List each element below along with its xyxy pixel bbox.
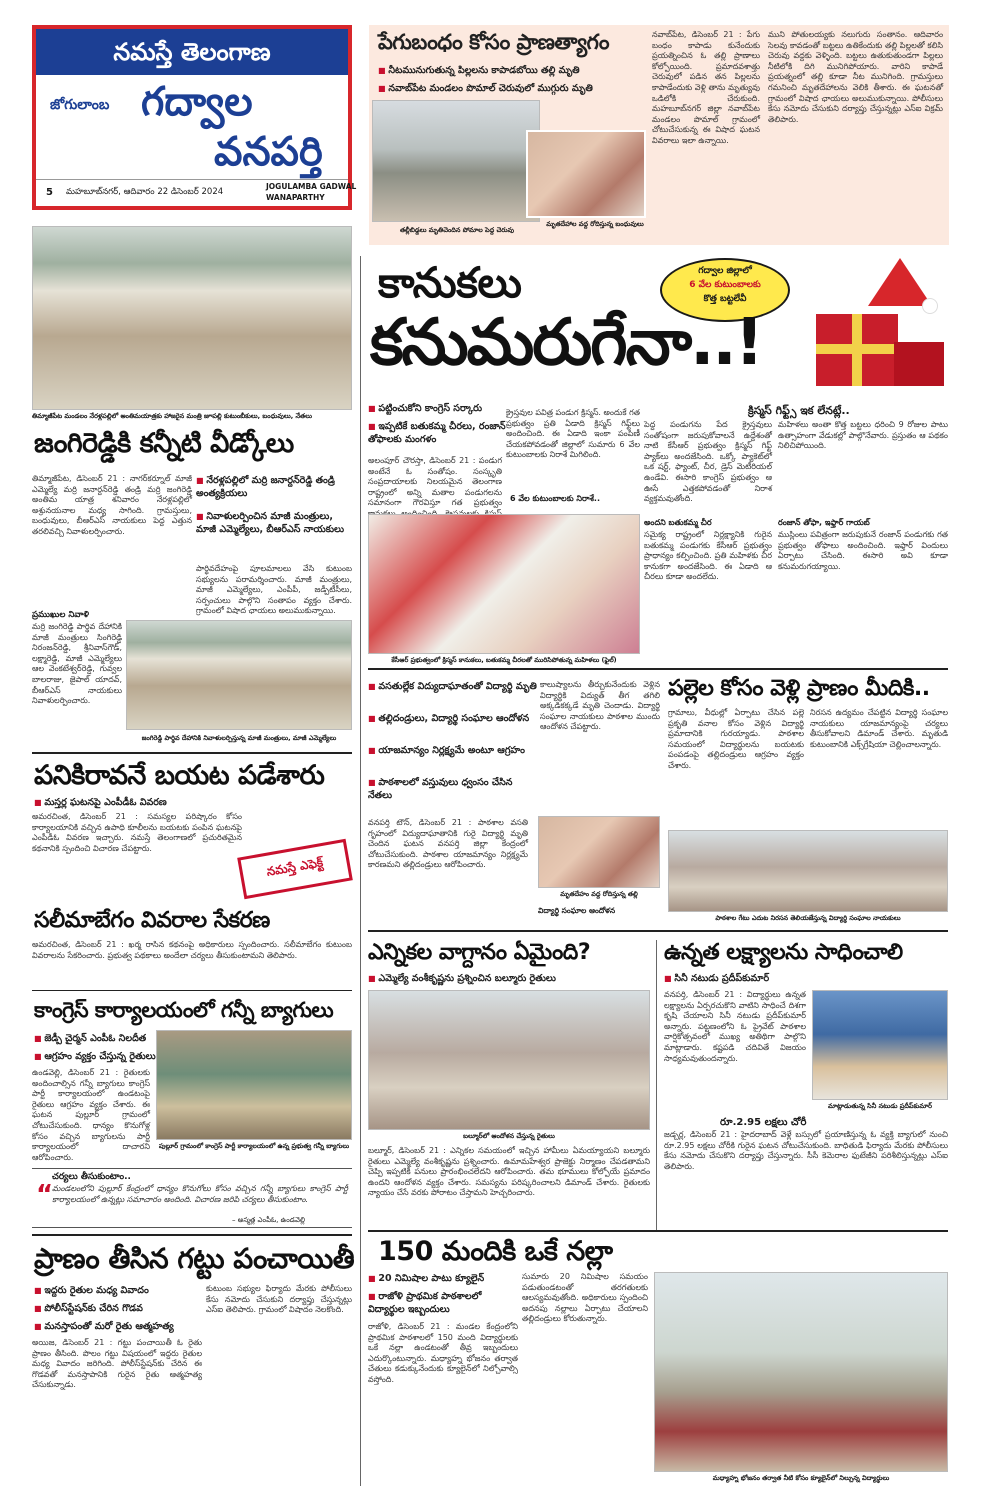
gifts-caption: కేసీఆర్ ప్రభుత్వంలో క్రిస్మస్ కానుకలు, బతుకమ్మ చీరలతో మురిసిపోతున్న మహిళలు (ఫైల్) [391, 656, 617, 664]
gifts-badge-line-3: కొత్త బట్టలేవీ [703, 294, 747, 304]
tap-body-1: రాజోళి, డిసెంబర్ 21 : మండల కేంద్రంలోని ప్రాథమిక పాఠశాలలో 150 మంది విద్యార్థులకు ఒకే నల్లా ఉండటంతో తీవ్ర ఇబ్బందులు ఎదుర్కొంటున్నారు. మధ్యాహ్న భోజనం తర్వాత చేతులు కడుక్కునేందుకు క్యూలైన్‌లో నిల్చోవాల్సి వస్తోంది. [368, 1322, 518, 1384]
bags-bullet-1: ■ జెడ్పీ చైర్మన్ ఎంపీఓ నిలదీత [34, 1032, 146, 1045]
bags-pull-body: మండలంలోని పుల్లూర్ కేంద్రంలో ధాన్యం కొనుగోలు కోసం వచ్చిన గన్నీ బ్యాగులు కాంగ్రెస్ పార్టీ కార్యాలయంలో ఉన్నట్లు సమాచారం అందింది. విచారణ జరిపి చర్యలు తీసుకుంటాం. [52, 1184, 348, 1204]
funeral-bullet-2: ■ నివాళులర్పించిన మాజీ మంత్రులు, మాజీ ఎమ్మెల్యేలు, బీఆర్ఎస్ నాయకులు [196, 510, 346, 536]
saleem-headline: సలీమాబేగం వివరాల సేకరణ [34, 908, 270, 933]
worker-headline: పనికిరావనే బయట పడేశారు [34, 760, 325, 791]
masthead-edition-main-2: వనపర్తి [214, 129, 323, 175]
panchayat-bullet-2: ■ పోలీస్‌స్టేషన్‌కు చేరిన గొడవ [34, 1302, 143, 1315]
gifts-body-4: సమైక్య రాష్ట్రంలో నిర్లక్ష్యానికి గురైన బతుకమ్మ పండుగకు కేసీఆర్ ప్రభుత్వం ప్రాధాన్యం కల్పించింది. ప్రతి మహిళకు చీర కానుకగా అందజేసింది. ఈ ఏడాది ఆ చీరలు కూడా అందలేదు. [644, 530, 772, 582]
panchayat-bullet-3: ■ మనస్తాపంతో మరో రైతు ఆత్మహత్య [34, 1320, 174, 1333]
tap-queue-photo [654, 1272, 948, 1472]
theft-body: జడ్చర్ల, డిసెంబర్ 21 : హైదరాబాద్ వెళ్లే బస్సులో ప్రయాణిస్తున్న ఓ వ్యక్తి బ్యాగులో నుంచి రూ.2.95 లక్షలు చోరీకి గురైన ఘటన చోటుచేసుకుంది. బాధితుడి ఫిర్యాదు మేరకు పోలీసులు కేసు నమోదు చేసుకొని దర్యాప్తు చేస్తున్నారు. సీసీ కెమెరాల ఫుటేజీని పరిశీలిస్తున్నట్లు ఎస్ఐ తెలిపారు. [664, 1130, 948, 1171]
villages-body-1: గ్రామాలు, వీధుల్లో ఏర్పాటు చేసిన పల్లె ప్రకృతి వనాల కోసం వెళ్లిన విద్యార్థి ప్రమాదానికి గురయ్యాడు. పాఠశాల సమయంలో విద్యార్థులను బయటకు పంపడంపై తల్లిదండ్రులు ఆగ్రహం వ్యక్తం చేశారు. [668, 708, 804, 770]
page-number: 5 [46, 187, 53, 198]
tap-bullet-2: ■ రాజోళి ప్రాథమిక పాఠశాలలో విద్యార్థుల ఇబ్బందులు [368, 1290, 518, 1316]
funeral-crowd-photo [32, 226, 352, 410]
lake-caption: తల్లీబిడ్డలు మృతిచెందిన పోమాల పెద్ద చెరువు [400, 226, 514, 234]
tap-caption: మధ్యాహ్న భోజనం తర్వాత నీటి కోసం క్యూలైన్‌లో నిల్చున్న విద్యార్థులు [712, 1474, 890, 1482]
gifts-subhead-1: 6 వేల కుటుంబాలకు నిరాశే.. [510, 494, 601, 503]
funeral-body-3: మర్రి జంగిరెడ్డి పార్థివ దేహానికి మాజీ మంత్రులు సింగిరెడ్డి నిరంజన్‌రెడ్డి, శ్రీనివాస్‌గౌడ్, లక్ష్మారెడ్డి, మాజీ ఎమ్మెల్యేలు ఆల వెంకటేశ్వర్‌రెడ్డి, గువ్వల బాలరాజు, జైపాల్ యాదవ్, బీఆర్ఎస్ నాయకులు నివాళులర్పించారు. [32, 622, 122, 706]
gifts-bullet-2: ■ ఇప్పటికే బతుకమ్మ చీరలు, రంజాన్ తోఫాలకు మంగళం [368, 420, 538, 446]
panchayat-body-2: కుటుంబ సభ్యుల ఫిర్యాదు మేరకు పోలీసులు కేసు నమోదు చేసుకుని దర్యాప్తు చేస్తున్నట్లు ఎస్ఐ తెలిపారు. గ్రామంలో విషాదం నెలకొంది. [206, 1284, 352, 1315]
worker-bullet: ■ మస్తర్ల ఘటనపై ఎంపీడీఓ వివరణ [34, 796, 167, 809]
tribute-photo [126, 620, 352, 730]
goals-headline: ఉన్నత లక్ష్యాలను సాధించాలి [664, 940, 903, 965]
masthead [32, 25, 357, 210]
gift-ribbon-h [816, 344, 898, 354]
funeral-body-1: తిమ్మాజీపేట, డిసెంబర్ 21 : నాగర్‌కర్నూల్ మాజీ ఎమ్మెల్యే మర్రి జనార్దన్‌రెడ్డి తండ్రి మర్రి జంగిరెడ్డి అంతిమ యాత్ర శనివారం నేరళ్లపల్లిలో అశ్రునయనాల మధ్య సాగింది. గ్రామస్తులు, బంధువులు, బీఆర్ఎస్ నాయకులు పెద్ద ఎత్తున తరలివచ్చి నివాళులర్పించారు. [32, 474, 192, 536]
goals-body: వనపర్తి, డిసెంబర్ 21 : విద్యార్థులు ఉన్నత లక్ష్యాలను ఏర్పరచుకొని వాటిని సాధించే దిశగా కృషి చేయాలని సినీ నటుడు ప్రదీప్‌కుమార్ అన్నారు. పట్టణంలోని ఓ ప్రైవేట్ పాఠశాల వార్షికోత్సవంలో ముఖ్య అతిథిగా పాల్గొని మాట్లాడారు. కష్టపడి చదివితే విజయం సాధ్యమవుతుందన్నారు. [664, 990, 806, 1063]
tap-body-2: సుమారు 20 నిమిషాల సమయం పడుతుండటంతో తరగతులకు ఆలస్యమవుతోంది. అధికారులు స్పందించి అదనపు నల్లాలు ఏర్పాటు చేయాలని తల్లిదండ్రులు కోరుతున్నారు. [522, 1272, 648, 1324]
gifts-body-1: అలంపూర్ చౌరస్తా, డిసెంబర్ 21 : పండుగ అంటేనే ఓ సంతోషం. సంస్కృతి సంప్రదాయాలకు నిలయమైన తెలంగాణ రాష్ట్రంలో అన్ని మతాల పండుగలను సమానంగా గౌరవిస్తూ గత ప్రభుత్వం [368, 456, 502, 508]
promise-headline: ఎన్నికల వాగ్దానం ఏమైంది? [368, 940, 591, 965]
gifts-bullet-1: ■ పట్టించుకోని కాంగ్రెస్ సర్కారు [368, 402, 482, 415]
farmers-protest-photo [368, 990, 650, 1130]
masthead-edition-main-1: గద్వాల [141, 79, 253, 125]
speaker-photo [812, 990, 948, 1100]
panchayat-bullet-1: ■ ఇద్దరు రైతుల మధ్య వివాదం [34, 1284, 149, 1297]
bags-headline: కాంగ్రెస్ కార్యాలయంలో గన్నీ బ్యాగులు [34, 998, 334, 1022]
masthead-paper-name: నమస్తే తెలంగాణ [36, 29, 348, 75]
tap-bullet-1: ■ 20 నిమిషాల పాటు క్యూలైన్ [368, 1272, 484, 1285]
gifts-subhead-2: అందని బతుకమ్మ చీర [644, 518, 712, 527]
quote-icon: “ [36, 1180, 54, 1210]
masthead-edition-prefix: జోగులాంబ [50, 97, 110, 113]
edition-english-2: WANAPARTHY [266, 193, 325, 202]
dateline: మహబూబ్‌నగర్, ఆదివారం 22 డిసెంబర్ 2024 [66, 187, 224, 197]
divider [32, 752, 352, 754]
bags-bullet-2: ■ ఆగ్రహం వ్యక్తం చేస్తున్న రైతులు [34, 1050, 156, 1063]
namaste-effect-label: నమస్తే ఎఫెక్ట్ [265, 855, 325, 879]
lake-body-2: ముని పోతులయ్యకు నలుగురు సంతానం. ఆదివారం సెలవు కావడంతో బట్టలు ఉతికేందుకు తల్లి పిల్లలతో కలిసి చెరువు వద్దకు వెళ్ళింది. బట్టలు ఉతుకుతుండగా పిల్లలు నీటిలోకి దిగి మునిగిపోయారు. వారిని కాపాడే ప్రయత్నంలో తల్లి కూడా నీట మునిగింది. గ్రామస్తులు గమనించి మృతదేహాలను వెలికి తీశారు. ఈ ఘటనతో గ్రామంలో విషాద ఛాయలు అలుముకున్నాయి. పోలీసులు కేసు నమోదు చేసుకుని దర్యాప్తు చేస్తున్నట్లు ఎస్ఐ విక్రమ్ తెలిపారు. [768, 30, 943, 124]
theft-subhead: రూ.2.95 లక్షలు చోరీ [720, 1117, 807, 1128]
promise-body: బల్మూర్, డిసెంబర్ 21 : ఎన్నికల సమయంలో ఇచ్చిన హామీలు ఏమయ్యాయని బల్మూరు రైతులు ఎమ్మెల్యే వంశీకృష్ణను ప్రశ్నించారు. ఉమామహేశ్వర ప్రాజెక్టు నిర్మాణం చేపడతామని చెప్పి ఇప్పటికీ పనులు ప్రారంభించలేదని ఆరోపించారు. తమ భూములు కోల్పోయే ప్రమాదం ఉందని ఆందోళన వ్యక్తం చేశారు. సమస్యను పరిష్కరించాలని డిమాండ్ చేశారు. రైతులకు న్యాయం చేసే వరకు పోరాటం చేస్తామని హెచ్చరించారు. [368, 1146, 650, 1198]
funeral-bullet-1: ■ నేరళ్లపల్లిలో మర్రి జనార్దన్‌రెడ్డి తండ్రి అంత్యక్రియలు [196, 474, 346, 500]
student-bullet-3: ■ యాజమాన్యం నిర్లక్ష్యమే అంటూ ఆగ్రహం [368, 744, 538, 757]
speaker-caption: మాట్లాడుతున్న సినీ నటుడు ప్రదీప్‌కుమార్ [827, 1102, 933, 1110]
villages-body-2: నిరసన ఉద్యమం చేపట్టిన విద్యార్థి సంఘాల నాయకులు యాజమాన్యంపై చర్యలు తీసుకోవాలని డిమాండ్ చేశారు. మృతుడి కుటుంబానికి ఎక్స్‌గ్రేషియా చెల్లించాలన్నారు. [810, 708, 948, 749]
gifts-body-3: పెద్ద పండుగను పేద క్రైస్తవులు సంతోషంగా జరుపుకోవాలనే ఉద్దేశంతో నాటి కేసీఆర్ ప్రభుత్వం క్రిస్మస్ గిఫ్ట్ ప్యాక్‌లు అందజేసింది. ఒక్కో ప్యాకెట్‌లో ఒక షర్ట్, ఫ్యాంట్, చీర, డ్రెస్ మెటీరియల్ ఉండేవి. ఈసారి కాంగ్రెస్ ప్రభుత్వం ఆ ఊసే ఎత్తకపోవడంతో నిరాశ వ్యక్తమవుతోంది. [644, 420, 772, 504]
gifts-head-small: కానుకలు [378, 258, 522, 307]
santa-hat-icon [868, 258, 932, 306]
gifts-body-6: ముస్లింలు పవిత్రంగా జరుపుకునే రంజాన్ పండుగకు గత ప్రభుత్వం తోఫాలు అందించింది. ఇఫ్తార్ విందులు ఏర్పాటు చేసింది. ఈసారి అవి కూడా కనుమరుగయ్యాయి. [778, 530, 948, 571]
funeral-caption: తిమ్మాజీపేట మండలం నేరళ్లపల్లిలో అంతిమయాత్రకు హాజరైన మంత్రి జూపల్లి కుటుంబీకులు, బంధువులు, నేతలు [32, 412, 312, 420]
gifts-head-big: కనుమరుగేనా..! [370, 306, 762, 380]
student-bullet-1: ■ వసతుల్లేక విద్యుదాఘాతంతో విద్యార్థి మృతి [368, 680, 538, 693]
hat-pom-icon [922, 298, 938, 314]
protest-caption: పాఠశాల గేటు ఎదుట నిరసన తెలియజేస్తున్న విద్యార్థి సంఘాల నాయకులు [715, 914, 901, 922]
farmers-caption: బల్మూర్‌లో ఆందోళన చేస్తున్న రైతులు [463, 1132, 555, 1140]
bags-photo [156, 1030, 352, 1140]
student-body-1: వనపర్తి టౌన్, డిసెంబర్ 21 : పాఠశాల వసతి గృహంలో విద్యుదాఘాతానికి గురై విద్యార్థి మృతి చెందిన ఘటన వనపర్తి జిల్లా కేంద్రంలో చోటుచేసుకుంది. పాఠశాల యాజమాన్యం నిర్లక్ష్యమే కారణమని తల్లిదండ్రులు ఆరోపించారు. [368, 818, 528, 870]
worker-body: అమరచింత, డిసెంబర్ 21 : సమస్యల పరిష్కారం కోసం కార్యాలయానికి వచ్చిన ఉపాధి కూలీలను బయటకు పంపిన ఘటనపై ఎంపీడీఓ వివరణ ఇచ్చారు. నమస్తే తెలంగాణలో ప్రచురితమైన కథనానికి స్పందించి విచారణ చేపట్టారు. [32, 812, 242, 853]
student-bullet-2: ■ తల్లిదండ్రులు, విద్యార్థి సంఘాల ఆందోళన [368, 712, 538, 725]
student-bullet-4: ■ పాఠశాలలో వస్తువులు ధ్వంసం చేసిన నేతలు [368, 776, 538, 802]
divider [368, 1230, 948, 1232]
gift-box-illustration [812, 258, 947, 398]
lake-photo [372, 100, 540, 222]
divider [368, 668, 948, 670]
gifts-subhead-3: రంజాన్ తోఫా, ఇఫ్తార్ గాయబ్ [778, 518, 870, 527]
goals-bullet: ■ సినీ నటుడు ప్రదీప్‌కుమార్ [664, 972, 769, 985]
edition-english-1: JOGULAMBA GADWAL [266, 182, 357, 191]
funeral-subhead: ప్రముఖుల నివాళి [32, 610, 90, 620]
gifts-body-2: క్రైస్తవుల పవిత్ర పండుగ క్రిస్మస్. అందుకే గత ప్రభుత్వం ప్రతి ఏడాది క్రిస్మస్ గిఫ్ట్‌లు అందించింది. ఈ ఏడాది ఇంకా పంపిణీ చేయకపోవడంతో జిల్లాలో సుమారు 6 వేల కుటుంబాలకు నిరాశే మిగిలింది. [506, 408, 640, 460]
gifts-badge-line-1: గద్వాల జిల్లాలో [698, 266, 752, 276]
funeral-headline: జంగిరెడ్డికి కన్నీటి వీడ్కోలు [34, 428, 294, 459]
panchayat-body-1: అయిజ, డిసెంబర్ 21 : గట్టు పంచాయితీ ఓ రైతు ప్రాణం తీసింది. పొలం గట్టు విషయంలో ఇద్దరు రైతుల మధ్య వివాదం జరిగింది. పోలీస్‌స్టేషన్‌కు చేరిన ఈ గొడవతో మనస్తాపానికి గురైన రైతు ఆత్మహత్య చేసుకున్నాడు. [32, 1338, 202, 1390]
gifts-kicker: క్రిస్మస్ గిఫ్ట్స్ ఇక లేనట్లే.. [748, 404, 850, 417]
lake-bullet-2: ■ నవాబ్‌పేట మండలం పొమాల్ చెరువులో ముగ్గురు మృతి [378, 82, 593, 95]
gift-box-small-icon [894, 342, 944, 386]
student-body-2: కాలుష్యాలను తీర్చుకునేందుకు వెళ్లిన విద్యార్థికి విద్యుత్ తీగ తగిలి అక్కడికక్కడే మృతి చెందాడు. విద్యార్థి సంఘాల నాయకులు పాఠశాల ముందు ఆందోళన చేపట్టారు. [540, 680, 660, 732]
divider [368, 930, 948, 932]
mourners-caption: మృతదేహాల వద్ద రోదిస్తున్న బంధువులు [546, 220, 644, 228]
tribute-caption: జంగిరెడ్డి పార్థివ దేహానికి నివాళులర్పిస్తున్న మాజీ మంత్రులు, మాజీ ఎమ్మెల్యేలు [141, 734, 337, 742]
bags-body: ఉండవెల్లి, డిసెంబర్ 21 : రైతులకు అందించాల్సిన గన్నీ బ్యాగులు కాంగ్రెస్ పార్టీ కార్యాలయంలో ఉండటంపై రైతులు ఆగ్రహం వ్యక్తం చేశారు. ఈ ఘటన పుల్లూర్ గ్రామంలో చోటుచేసుకుంది. ధాన్యం కొనుగోళ్ల కోసం వచ్చిన బ్యాగులను పార్టీ కార్యాలయంలో దాచారని ఆరోపించారు. [32, 1068, 150, 1162]
grieving-mother-photo [538, 816, 660, 888]
lake-headline: పేగుబంధం కోసం ప్రాణత్యాగం [378, 30, 609, 54]
funeral-body-2: పార్థివదేహంపై పూలమాలలు వేసి కుటుంబ సభ్యులను పరామర్శించారు. మాజీ మంత్రులు, మాజీ ఎమ్మెల్యేలు, ఎంపీపీ, జడ్పీటీసీలు, సర్పంచులు పాల్గొని సంతాపం వ్యక్తం చేశారు. గ్రామంలో విషాద ఛాయలు అలుముకున్నాయి. [196, 564, 352, 616]
lake-bullet-1: ■ నీటమునుగుతున్న పిల్లలను కాపాడబోయి తల్లి మృతి [378, 64, 580, 77]
lake-body-1: నవాబ్‌పేట, డిసెంబర్ 21 : పేగు బంధం కాపాడు కునేందుకు ప్రయత్నించిన ఓ తల్లి ప్రాణాలు కోల్పోయింది. ప్రమాదవశాత్తు చెరువులో పడిన తన పిల్లలను కాపాడేందుకు వెళ్లి తాను మృత్యువు ఒడిలోకి చేరుకుంది. మహబూబ్‌నగర్ జిల్లా నవాబ్‌పేట మండలం పొమాల్ గ్రామంలో చోటుచేసుకున్న ఈ విషాద ఘటన వివరాలు ఇలా ఉన్నాయి. [652, 30, 760, 145]
bags-pull-head: చర్యలు తీసుకుంటాం.. [52, 1172, 131, 1182]
promise-bullet: ■ ఎమ్మెల్యే వంశీకృష్ణను ప్రశ్నించిన బల్మూరు రైతులు [368, 972, 556, 985]
student-subhead: విద్యార్థి సంఘాల ఆందోళన [538, 906, 616, 915]
divider [32, 1234, 352, 1236]
gifts-photo [368, 514, 640, 654]
gifts-badge-line-2: 6 వేల కుటుంబాలకు [689, 280, 761, 290]
bags-caption: పుల్లూర్ గ్రామంలో కాంగ్రెస్ పార్టీ కార్యాలయంలో ఉన్న ప్రభుత్వ గన్నీ బ్యాగులు [158, 1142, 350, 1150]
column-rule [360, 256, 361, 1486]
mourners-photo [526, 130, 646, 218]
masthead-rule [36, 179, 348, 180]
protest-photo [668, 830, 948, 912]
tap-headline: 150 మందికి ఒకే నల్లా [378, 1236, 613, 1267]
bags-pull-byline: – అస్మత్ల ఎంపీఓ, ఉండవెల్లి [232, 1216, 306, 1224]
saleem-body: అమరచింత, డిసెంబర్ 21 : ఖర్మ రాసిన కథనంపై అధికారులు స్పందించారు. సలీమాబేగం కుటుంబ వివరాలను సేకరించారు. ప్రభుత్వ పథకాలు అందేలా చర్యలు తీసుకుంటామని తెలిపారు. [32, 940, 352, 960]
panchayat-headline: ప్రాణం తీసిన గట్టు పంచాయితీ [34, 1242, 355, 1275]
divider [32, 990, 352, 991]
villages-headline: పల్లెల కోసం వెళ్లి ప్రాణం మీదికి.. [668, 676, 930, 701]
column-rule [656, 940, 657, 1230]
gifts-body-5: మహిళలు అంతా కొత్త బట్టలు ధరించి 9 రోజుల పాటు ఉత్సాహంగా వేడుకల్లో పాల్గొనేవారు. ప్రస్తుతం ఆ పథకం నిలిచిపోయింది. [778, 420, 948, 451]
grieving-caption: మృతదేహం వద్ద రోదిస్తున్న తల్లి [560, 890, 638, 898]
